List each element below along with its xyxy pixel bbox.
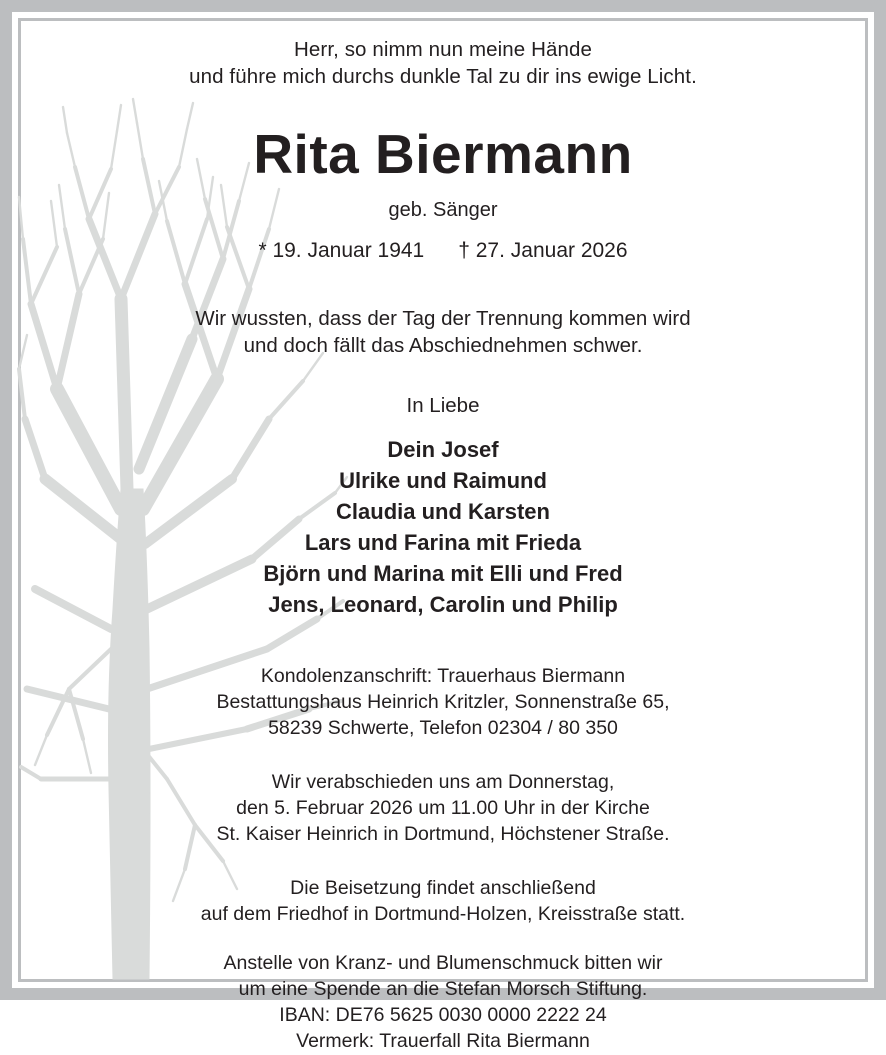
opening-verse: [21, 37, 865, 90]
memorial-verse-line-2: und doch fällt das Abschiednehmen schwer.: [243, 333, 643, 357]
service-line: Wir verabschieden uns am Donnerstag,: [271, 770, 615, 793]
burial-details: [21, 876, 865, 928]
maiden-name: geb. Sänger: [388, 198, 498, 221]
notice-content: [21, 21, 865, 1055]
donation-line: um eine Spende an die Stefan Morsch Stiftung.: [238, 978, 648, 1001]
address-line: Kondolenzanschrift: Trauerhaus Biermann: [260, 665, 626, 688]
birth-date: * 19. Januar 1941: [258, 238, 425, 262]
burial-line: Die Beisetzung findet anschließend: [290, 876, 596, 899]
address-line: Bestattungshaus Heinrich Kritzler, Sonnenstraße 65,: [216, 691, 670, 714]
service-line: St. Kaiser Heinrich in Dortmund, Höchstener Straße.: [216, 822, 670, 845]
salutation: In Liebe: [406, 394, 480, 418]
donation-reference: Vermerk: Trauerfall Rita Biermann: [296, 1030, 590, 1053]
family-member: Ulrike und Raimund: [339, 468, 547, 494]
donation-line: Anstelle von Kranz- und Blumenschmuck bitten wir: [223, 952, 663, 975]
donation-iban: IBAN: DE76 5625 0030 0000 2222 24: [279, 1004, 607, 1027]
service-line: den 5. Februar 2026 um 11.00 Uhr in der Kirche: [236, 796, 650, 819]
life-dates: [21, 237, 865, 264]
funeral-service-details: [21, 770, 865, 848]
death-date: † 27. Januar 2026: [458, 238, 628, 262]
family-list: [21, 434, 865, 620]
address-line: 58239 Schwerte, Telefon 02304 / 80 350: [268, 716, 618, 739]
condolence-address: [21, 664, 865, 742]
family-member: Claudia und Karsten: [336, 499, 550, 525]
family-member: Jens, Leonard, Carolin und Philip: [268, 592, 618, 618]
burial-line: auf dem Friedhof in Dortmund-Holzen, Kreisstraße statt.: [200, 902, 686, 925]
family-member: Lars und Farina mit Frieda: [304, 530, 582, 556]
memorial-verse: [21, 306, 865, 359]
family-member: Dein Josef: [387, 437, 499, 462]
notice-canvas: [21, 21, 865, 1053]
donation-request: [21, 951, 865, 1055]
opening-verse-line-2: und führe mich durchs dunkle Tal zu dir ins ewige Licht.: [189, 64, 697, 88]
family-member: Björn und Marina mit Elli und Fred: [263, 561, 623, 587]
deceased-name: Rita Biermann: [253, 123, 633, 186]
memorial-verse-line-1: Wir wussten, dass der Tag der Trennung kommen wird: [195, 307, 691, 331]
opening-verse-line-1: Herr, so nimm nun meine Hände: [293, 38, 592, 61]
